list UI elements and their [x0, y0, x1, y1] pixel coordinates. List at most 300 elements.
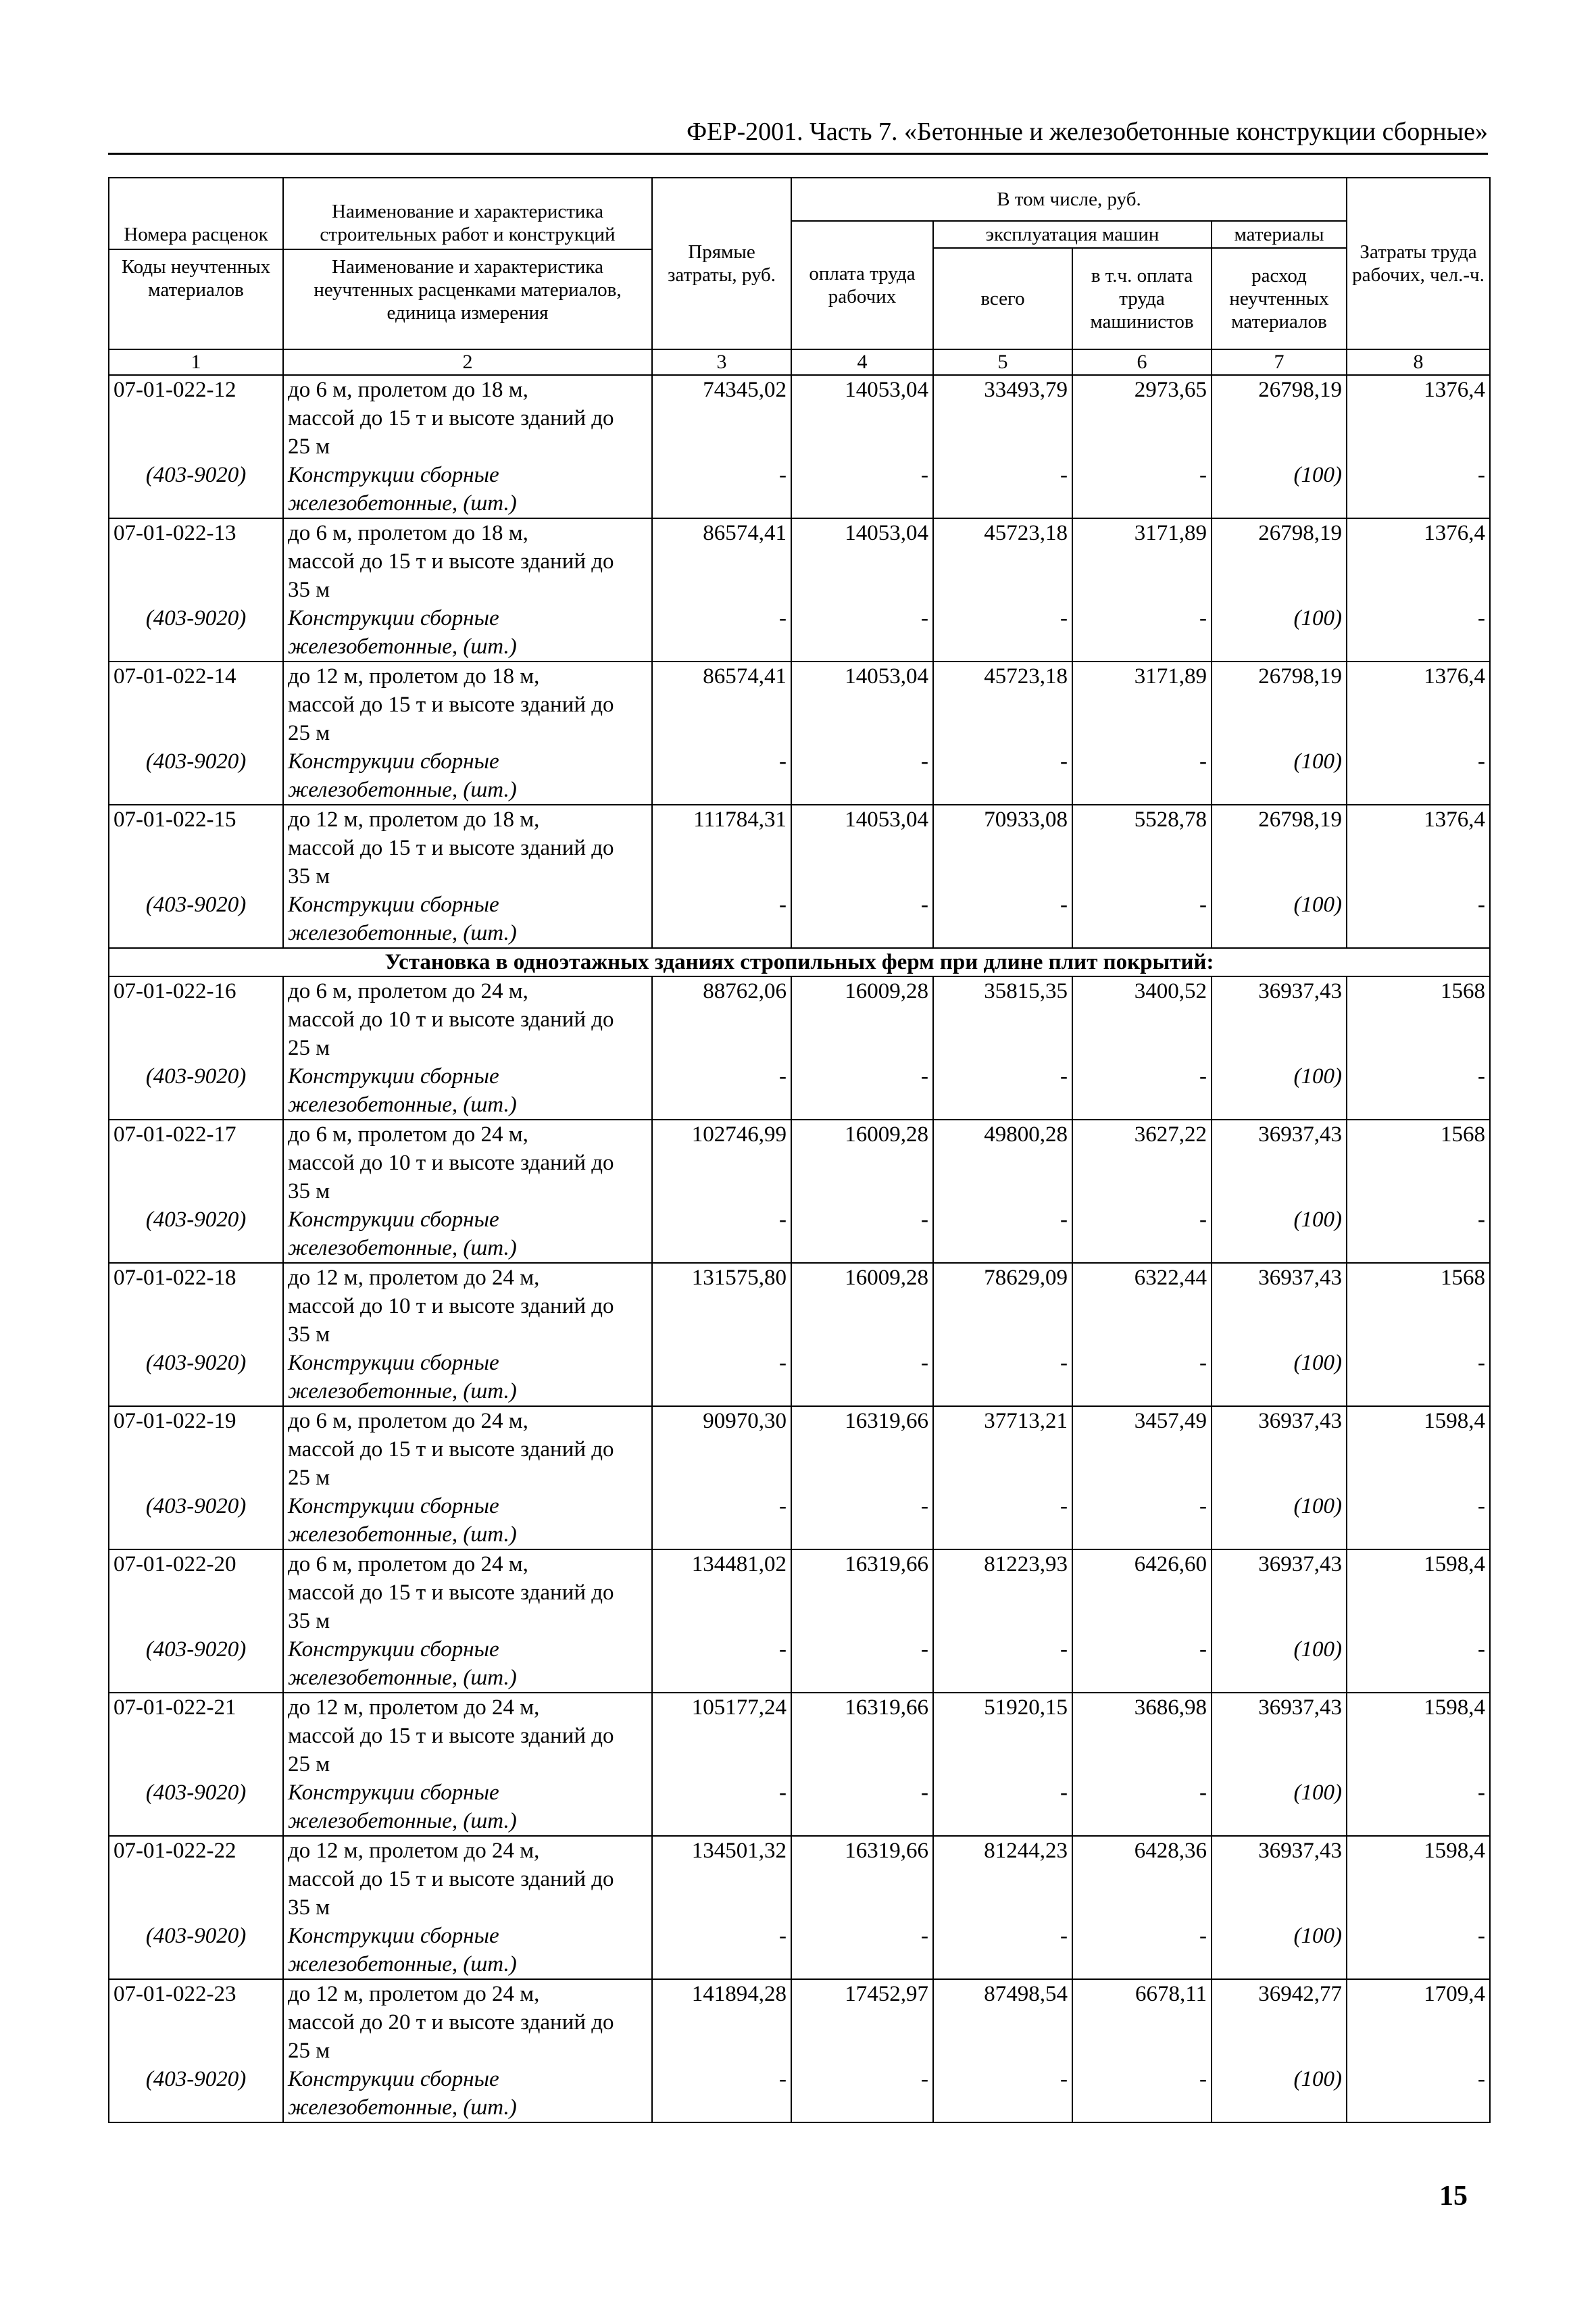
- rate-row: [109, 1549, 1490, 1635]
- material-row: [109, 604, 1490, 662]
- rate-code: 07-01-022-23: [109, 1979, 283, 2065]
- rate-code: 07-01-022-21: [109, 1693, 283, 1778]
- material-consumption: (100): [1212, 1349, 1347, 1406]
- material-name-line: железобетонные, (шт.): [288, 778, 517, 802]
- rate-code: 07-01-022-14: [109, 662, 283, 747]
- column-number: 2: [283, 349, 652, 375]
- section-title: Установка в одноэтажных зданиях стропильных ферм при длине плит покрытий:: [109, 948, 1490, 976]
- machine-cost: 37713,21: [933, 1406, 1072, 1492]
- material-dash: -: [791, 1492, 933, 1549]
- material-row: [109, 1492, 1490, 1549]
- material-dash: -: [791, 604, 933, 662]
- material-row: [109, 1205, 1490, 1263]
- material-dash: -: [933, 604, 1072, 662]
- operator-cost: 5528,78: [1072, 805, 1212, 891]
- material-row: [109, 891, 1490, 948]
- operator-cost: 3171,89: [1072, 662, 1212, 747]
- column-number: 1: [109, 349, 283, 375]
- materials-cost: 26798,19: [1212, 662, 1347, 747]
- rate-description: [283, 662, 652, 747]
- material-name-line: железобетонные, (шт.): [288, 1666, 517, 1690]
- rate-code: 07-01-022-18: [109, 1263, 283, 1349]
- rate-description-line: массой до 15 т и высоте зданий до: [288, 1437, 614, 1462]
- material-name-line: Конструкции сборные: [288, 1208, 499, 1232]
- material-code: (403-9020): [109, 1492, 283, 1549]
- rate-code: 07-01-022-16: [109, 976, 283, 1062]
- rate-description-line: до 12 м, пролетом до 18 м,: [288, 664, 540, 689]
- direct-cost: 86574,41: [652, 518, 791, 604]
- material-code: (403-9020): [109, 1205, 283, 1263]
- header-col7: расход неучтенных материалов: [1212, 248, 1347, 349]
- material-dash: -: [791, 1635, 933, 1693]
- material-name-line: Конструкции сборные: [288, 1637, 499, 1662]
- material-dash: -: [1347, 604, 1490, 662]
- material-dash: -: [652, 747, 791, 805]
- labor-hours: 1376,4: [1347, 662, 1490, 747]
- material-dash: -: [791, 1349, 933, 1406]
- operator-cost: 3627,22: [1072, 1120, 1212, 1205]
- material-code: (403-9020): [109, 2065, 283, 2122]
- materials-cost: 36937,43: [1212, 1549, 1347, 1635]
- material-dash: -: [933, 891, 1072, 948]
- material-dash: -: [1347, 1349, 1490, 1406]
- material-name-line: железобетонные, (шт.): [288, 1809, 517, 1833]
- direct-cost: 141894,28: [652, 1979, 791, 2065]
- material-name: [283, 2065, 652, 2122]
- direct-cost: 134501,32: [652, 1836, 791, 1922]
- materials-cost: 26798,19: [1212, 375, 1347, 461]
- labor-cost: 16009,28: [791, 976, 933, 1062]
- material-name-line: Конструкции сборные: [288, 1351, 499, 1375]
- rate-description-line: до 6 м, пролетом до 24 м,: [288, 1122, 528, 1147]
- material-name-line: железобетонные, (шт.): [288, 921, 517, 945]
- header-col8: Затраты труда рабочих, чел.-ч.: [1347, 178, 1490, 349]
- material-dash: -: [1072, 461, 1212, 518]
- material-dash: -: [652, 1635, 791, 1693]
- labor-hours: 1598,4: [1347, 1693, 1490, 1778]
- rate-description-line: до 12 м, пролетом до 24 м,: [288, 1982, 540, 2006]
- rate-description-line: массой до 15 т и высоте зданий до: [288, 836, 614, 860]
- rate-description-line: массой до 15 т и высоте зданий до: [288, 549, 614, 574]
- rate-row: [109, 1120, 1490, 1205]
- material-dash: -: [933, 747, 1072, 805]
- material-dash: -: [1072, 604, 1212, 662]
- material-consumption: (100): [1212, 1635, 1347, 1693]
- material-consumption: (100): [1212, 2065, 1347, 2122]
- column-number: 3: [652, 349, 791, 375]
- material-name-line: Конструкции сборные: [288, 2067, 499, 2091]
- material-row: [109, 1922, 1490, 1979]
- material-consumption: (100): [1212, 1778, 1347, 1836]
- material-dash: -: [933, 1635, 1072, 1693]
- header-materials: материалы: [1212, 221, 1347, 248]
- material-dash: -: [652, 1205, 791, 1263]
- labor-hours: 1376,4: [1347, 805, 1490, 891]
- rate-code: 07-01-022-17: [109, 1120, 283, 1205]
- rate-description-line: до 6 м, пролетом до 24 м,: [288, 1409, 528, 1433]
- rate-description: [283, 1120, 652, 1205]
- rate-code: 07-01-022-13: [109, 518, 283, 604]
- material-row: [109, 1778, 1490, 1836]
- rate-description: [283, 1406, 652, 1492]
- material-name-line: железобетонные, (шт.): [288, 1379, 517, 1403]
- material-name: [283, 747, 652, 805]
- operator-cost: 2973,65: [1072, 375, 1212, 461]
- labor-cost: 16009,28: [791, 1120, 933, 1205]
- materials-cost: 36937,43: [1212, 1406, 1347, 1492]
- material-consumption: (100): [1212, 1492, 1347, 1549]
- material-dash: -: [1072, 1492, 1212, 1549]
- page-number: 15: [1439, 2181, 1468, 2212]
- rate-description-line: массой до 15 т и высоте зданий до: [288, 1867, 614, 1891]
- labor-cost: 14053,04: [791, 375, 933, 461]
- machine-cost: 87498,54: [933, 1979, 1072, 2065]
- direct-cost: 131575,80: [652, 1263, 791, 1349]
- material-name-line: Конструкции сборные: [288, 1781, 499, 1805]
- material-name-line: железобетонные, (шт.): [288, 634, 517, 659]
- material-dash: -: [1347, 1205, 1490, 1263]
- machine-cost: 49800,28: [933, 1120, 1072, 1205]
- rate-description-line: 35 м: [288, 1322, 330, 1347]
- material-consumption: (100): [1212, 604, 1347, 662]
- rate-description: [283, 1836, 652, 1922]
- labor-cost: 16319,66: [791, 1836, 933, 1922]
- material-dash: -: [1347, 1635, 1490, 1693]
- material-consumption: (100): [1212, 461, 1347, 518]
- labor-hours: 1598,4: [1347, 1549, 1490, 1635]
- rate-row: [109, 1693, 1490, 1778]
- rate-row: [109, 1406, 1490, 1492]
- material-row: [109, 2065, 1490, 2122]
- direct-cost: 88762,06: [652, 976, 791, 1062]
- direct-cost: 105177,24: [652, 1693, 791, 1778]
- rate-description-line: до 6 м, пролетом до 24 м,: [288, 979, 528, 1003]
- material-dash: -: [1072, 1635, 1212, 1693]
- material-name-line: железобетонные, (шт.): [288, 1522, 517, 1547]
- rate-description-line: массой до 15 т и высоте зданий до: [288, 693, 614, 717]
- rate-row: [109, 976, 1490, 1062]
- material-dash: -: [1347, 1492, 1490, 1549]
- material-name: [283, 1922, 652, 1979]
- rate-description: [283, 976, 652, 1062]
- machine-cost: 51920,15: [933, 1693, 1072, 1778]
- page-header-title: ФЕР-2001. Часть 7. «Бетонные и железобетонные конструкции сборные»: [687, 118, 1488, 146]
- column-number: 6: [1072, 349, 1212, 375]
- material-dash: -: [652, 461, 791, 518]
- material-dash: -: [652, 1349, 791, 1406]
- direct-cost: 74345,02: [652, 375, 791, 461]
- material-name-line: железобетонные, (шт.): [288, 1236, 517, 1260]
- direct-cost: 86574,41: [652, 662, 791, 747]
- labor-hours: 1568: [1347, 1120, 1490, 1205]
- machine-cost: 45723,18: [933, 662, 1072, 747]
- material-dash: -: [1347, 1778, 1490, 1836]
- material-dash: -: [1072, 2065, 1212, 2122]
- machine-cost: 45723,18: [933, 518, 1072, 604]
- rate-description-line: до 12 м, пролетом до 24 м,: [288, 1695, 540, 1720]
- material-code: (403-9020): [109, 1778, 283, 1836]
- material-dash: -: [1072, 1778, 1212, 1836]
- material-code: (403-9020): [109, 461, 283, 518]
- material-dash: -: [1347, 1922, 1490, 1979]
- rate-row: [109, 375, 1490, 461]
- rate-code: 07-01-022-20: [109, 1549, 283, 1635]
- material-code: (403-9020): [109, 604, 283, 662]
- material-dash: -: [1347, 891, 1490, 948]
- materials-cost: 26798,19: [1212, 518, 1347, 604]
- material-dash: -: [1347, 1062, 1490, 1120]
- rate-description-line: массой до 10 т и высоте зданий до: [288, 1007, 614, 1032]
- material-code: (403-9020): [109, 1062, 283, 1120]
- rate-description: [283, 1979, 652, 2065]
- material-dash: -: [652, 891, 791, 948]
- operator-cost: 6428,36: [1072, 1836, 1212, 1922]
- rate-code: 07-01-022-19: [109, 1406, 283, 1492]
- material-dash: -: [933, 1349, 1072, 1406]
- header-col3: Прямые затраты, руб.: [652, 178, 791, 349]
- material-row: [109, 1349, 1490, 1406]
- labor-cost: 14053,04: [791, 805, 933, 891]
- labor-cost: 16319,66: [791, 1693, 933, 1778]
- material-dash: -: [791, 891, 933, 948]
- labor-hours: 1568: [1347, 1263, 1490, 1349]
- material-consumption: (100): [1212, 1205, 1347, 1263]
- material-dash: -: [933, 1492, 1072, 1549]
- table-body-group-a: [109, 375, 1490, 948]
- material-name-line: Конструкции сборные: [288, 1924, 499, 1948]
- material-name: [283, 1492, 652, 1549]
- rate-description: [283, 518, 652, 604]
- materials-cost: 36937,43: [1212, 1693, 1347, 1778]
- material-name-line: железобетонные, (шт.): [288, 2095, 517, 2120]
- header-col4: оплата труда рабочих: [791, 221, 933, 349]
- column-numbers-row: [109, 349, 1490, 375]
- norms-table: [108, 177, 1491, 2123]
- operator-cost: 3400,52: [1072, 976, 1212, 1062]
- materials-cost: 36942,77: [1212, 1979, 1347, 2065]
- material-dash: -: [1347, 747, 1490, 805]
- materials-cost: 26798,19: [1212, 805, 1347, 891]
- operator-cost: 6322,44: [1072, 1263, 1212, 1349]
- header-col2: [283, 178, 652, 349]
- material-consumption: (100): [1212, 1922, 1347, 1979]
- labor-cost: 16009,28: [791, 1263, 933, 1349]
- column-number: 8: [1347, 349, 1490, 375]
- material-dash: -: [652, 1062, 791, 1120]
- rate-description-line: до 6 м, пролетом до 24 м,: [288, 1552, 528, 1576]
- material-name: [283, 1778, 652, 1836]
- header-col1-bottom: Коды неучтенных материалов: [121, 256, 271, 301]
- materials-cost: 36937,43: [1212, 1263, 1347, 1349]
- header-exploitation: эксплуатация машин: [933, 221, 1212, 248]
- material-dash: -: [1072, 1205, 1212, 1263]
- material-name: [283, 461, 652, 518]
- rate-description: [283, 1549, 652, 1635]
- material-name-line: Конструкции сборные: [288, 749, 499, 774]
- rate-code: 07-01-022-12: [109, 375, 283, 461]
- rate-description-line: массой до 10 т и высоте зданий до: [288, 1294, 614, 1318]
- machine-cost: 35815,35: [933, 976, 1072, 1062]
- material-dash: -: [652, 2065, 791, 2122]
- rate-description-line: 35 м: [288, 1895, 330, 1920]
- labor-cost: 14053,04: [791, 518, 933, 604]
- rate-description-line: массой до 15 т и высоте зданий до: [288, 406, 614, 430]
- rate-row: [109, 1263, 1490, 1349]
- labor-hours: 1376,4: [1347, 375, 1490, 461]
- material-dash: -: [933, 1778, 1072, 1836]
- direct-cost: 102746,99: [652, 1120, 791, 1205]
- rate-code: 07-01-022-15: [109, 805, 283, 891]
- rate-description: [283, 1693, 652, 1778]
- section-heading-group: [109, 948, 1490, 976]
- machine-cost: 70933,08: [933, 805, 1072, 891]
- machine-cost: 81244,23: [933, 1836, 1072, 1922]
- machine-cost: 81223,93: [933, 1549, 1072, 1635]
- rate-description-line: массой до 10 т и высоте зданий до: [288, 1151, 614, 1175]
- labor-hours: 1598,4: [1347, 1406, 1490, 1492]
- table-header: [109, 178, 1490, 375]
- material-dash: -: [933, 2065, 1072, 2122]
- material-name-line: железобетонные, (шт.): [288, 1952, 517, 1976]
- materials-cost: 36937,43: [1212, 1120, 1347, 1205]
- header-col2-bottom: Наименование и характеристика неучтенных расценками материалов, единица измерения: [314, 256, 622, 324]
- material-name-line: Конструкции сборные: [288, 893, 499, 917]
- material-row: [109, 1635, 1490, 1693]
- material-row: [109, 461, 1490, 518]
- section-heading-row: [109, 948, 1490, 976]
- material-name: [283, 604, 652, 662]
- material-name: [283, 891, 652, 948]
- rate-description-line: до 6 м, пролетом до 18 м,: [288, 521, 528, 545]
- rate-row: [109, 662, 1490, 747]
- rate-code: 07-01-022-22: [109, 1836, 283, 1922]
- direct-cost: 134481,02: [652, 1549, 791, 1635]
- table-body-group-b: [109, 976, 1490, 2122]
- labor-hours: 1709,4: [1347, 1979, 1490, 2065]
- rate-description-line: 35 м: [288, 864, 330, 889]
- page-header: [108, 116, 1488, 155]
- header-col1-top: Номера расценок: [109, 220, 282, 250]
- material-code: (403-9020): [109, 891, 283, 948]
- column-number: 5: [933, 349, 1072, 375]
- header-group: В том числе, руб.: [791, 178, 1347, 221]
- material-dash: -: [791, 1922, 933, 1979]
- material-row: [109, 1062, 1490, 1120]
- rate-description-line: 25 м: [288, 1752, 330, 1776]
- material-dash: -: [791, 747, 933, 805]
- header-col5: всего: [933, 248, 1072, 349]
- rate-description-line: 25 м: [288, 2039, 330, 2063]
- material-dash: -: [933, 461, 1072, 518]
- labor-hours: 1376,4: [1347, 518, 1490, 604]
- material-name: [283, 1062, 652, 1120]
- material-dash: -: [1347, 2065, 1490, 2122]
- material-name-line: железобетонные, (шт.): [288, 1093, 517, 1117]
- rate-description-line: до 12 м, пролетом до 24 м,: [288, 1839, 540, 1863]
- rate-description-line: 35 м: [288, 1609, 330, 1633]
- operator-cost: 3457,49: [1072, 1406, 1212, 1492]
- material-dash: -: [1072, 1349, 1212, 1406]
- material-code: (403-9020): [109, 1635, 283, 1693]
- header-col6: в т.ч. оплата труда машинистов: [1072, 248, 1212, 349]
- operator-cost: 3171,89: [1072, 518, 1212, 604]
- machine-cost: 33493,79: [933, 375, 1072, 461]
- labor-cost: 17452,97: [791, 1979, 933, 2065]
- material-name-line: Конструкции сборные: [288, 1494, 499, 1518]
- header-col1: [109, 178, 283, 349]
- material-code: (403-9020): [109, 1349, 283, 1406]
- material-dash: -: [791, 461, 933, 518]
- material-name-line: Конструкции сборные: [288, 606, 499, 630]
- material-dash: -: [1347, 461, 1490, 518]
- material-dash: -: [933, 1062, 1072, 1120]
- material-dash: -: [791, 2065, 933, 2122]
- material-dash: -: [652, 1778, 791, 1836]
- labor-cost: 14053,04: [791, 662, 933, 747]
- rate-description-line: 25 м: [288, 721, 330, 745]
- material-name: [283, 1205, 652, 1263]
- rate-row: [109, 805, 1490, 891]
- machine-cost: 78629,09: [933, 1263, 1072, 1349]
- material-dash: -: [933, 1922, 1072, 1979]
- rate-description: [283, 805, 652, 891]
- material-code: (403-9020): [109, 1922, 283, 1979]
- operator-cost: 6426,60: [1072, 1549, 1212, 1635]
- rate-description: [283, 1263, 652, 1349]
- materials-cost: 36937,43: [1212, 976, 1347, 1062]
- direct-cost: 111784,31: [652, 805, 791, 891]
- header-col2-top: Наименование и характеристика строительных работ и конструкций: [284, 197, 651, 250]
- material-code: (403-9020): [109, 747, 283, 805]
- labor-cost: 16319,66: [791, 1406, 933, 1492]
- material-name: [283, 1635, 652, 1693]
- material-dash: -: [652, 1492, 791, 1549]
- material-dash: -: [1072, 747, 1212, 805]
- material-dash: -: [1072, 891, 1212, 948]
- operator-cost: 6678,11: [1072, 1979, 1212, 2065]
- material-dash: -: [791, 1062, 933, 1120]
- rate-description-line: до 12 м, пролетом до 18 м,: [288, 807, 540, 832]
- material-name-line: Конструкции сборные: [288, 463, 499, 487]
- rate-description-line: до 6 м, пролетом до 18 м,: [288, 378, 528, 402]
- material-consumption: (100): [1212, 1062, 1347, 1120]
- rate-description-line: 25 м: [288, 1036, 330, 1060]
- material-dash: -: [652, 1922, 791, 1979]
- operator-cost: 3686,98: [1072, 1693, 1212, 1778]
- column-number: 4: [791, 349, 933, 375]
- materials-cost: 36937,43: [1212, 1836, 1347, 1922]
- rate-description-line: 35 м: [288, 578, 330, 602]
- rate-row: [109, 518, 1490, 604]
- rate-description-line: 25 м: [288, 434, 330, 459]
- rate-description-line: 35 м: [288, 1179, 330, 1203]
- rate-description-line: до 12 м, пролетом до 24 м,: [288, 1266, 540, 1290]
- rate-description-line: массой до 15 т и высоте зданий до: [288, 1580, 614, 1605]
- rate-description-line: 25 м: [288, 1466, 330, 1490]
- labor-hours: 1568: [1347, 976, 1490, 1062]
- material-dash: -: [933, 1205, 1072, 1263]
- material-dash: -: [791, 1778, 933, 1836]
- material-row: [109, 747, 1490, 805]
- rate-description-line: массой до 15 т и высоте зданий до: [288, 1724, 614, 1748]
- material-name-line: Конструкции сборные: [288, 1064, 499, 1089]
- rate-description: [283, 375, 652, 461]
- material-dash: -: [791, 1205, 933, 1263]
- material-name-line: железобетонные, (шт.): [288, 491, 517, 516]
- rate-row: [109, 1836, 1490, 1922]
- column-number: 7: [1212, 349, 1347, 375]
- material-name: [283, 1349, 652, 1406]
